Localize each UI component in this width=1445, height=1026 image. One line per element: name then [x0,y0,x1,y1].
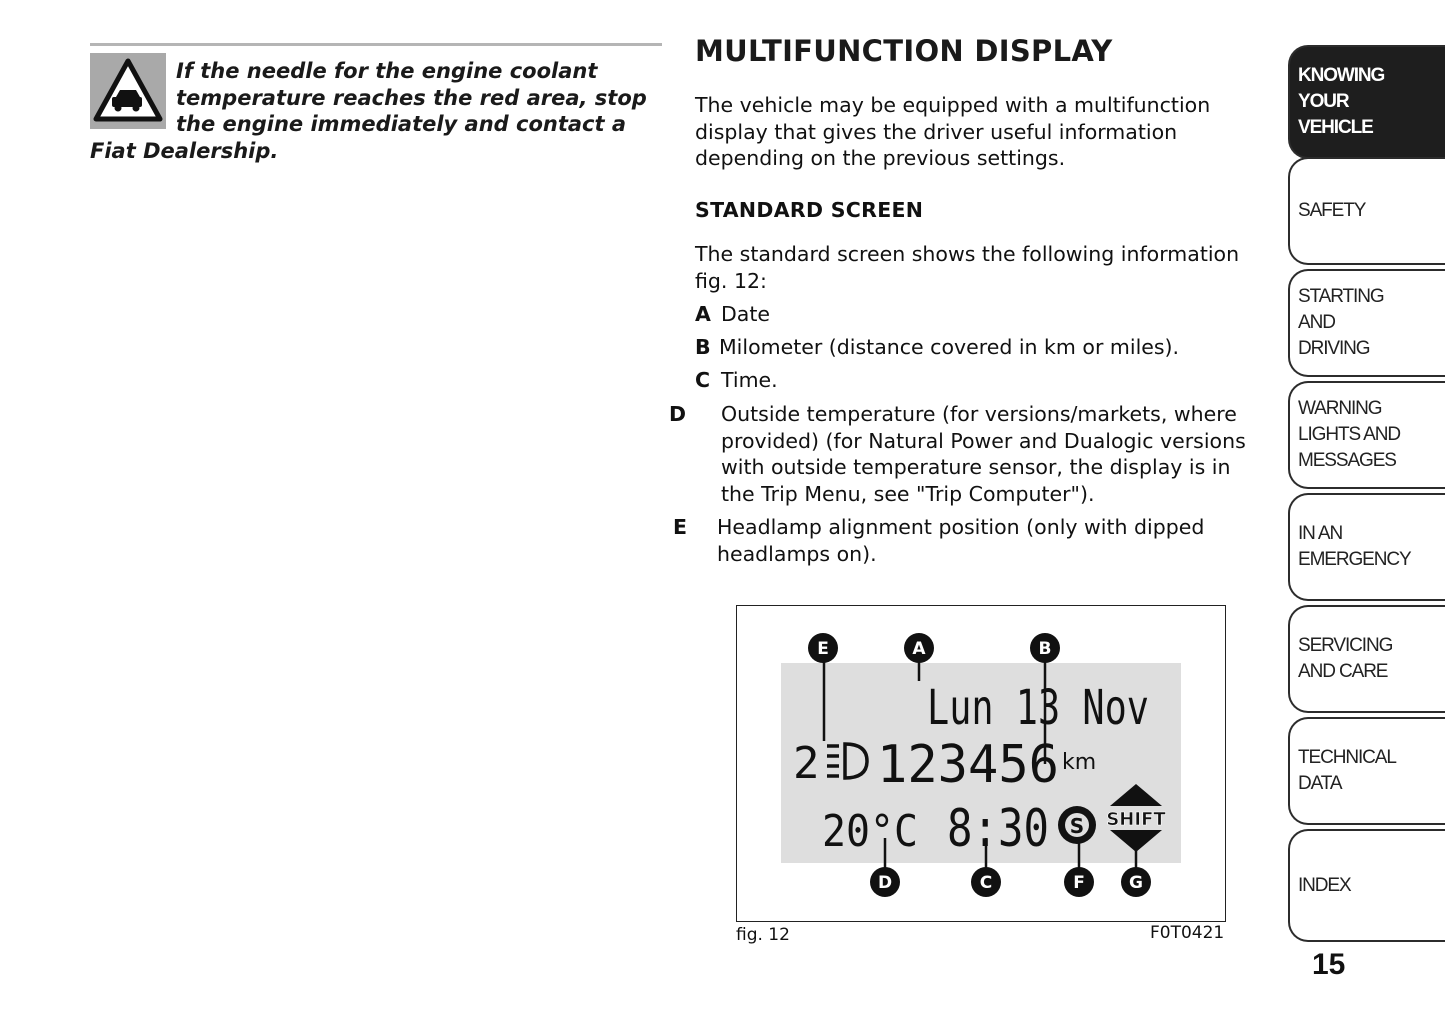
svg-text:F: F [1073,873,1085,893]
svg-text:E: E [817,639,829,659]
callout-e [808,633,838,663]
svg-text:G: G [1129,873,1143,893]
subsection-lead: The standard screen shows the following information fig. 12: [695,242,1240,293]
tab-servicing-and-care[interactable] [1288,605,1445,713]
lcd-headlamp-level: 2 [793,738,820,789]
tab-label: KNOWING YOUR VEHICLE [1298,65,1385,138]
list-item [695,334,1270,361]
item-letter: C [695,368,711,392]
warning-text-block [90,58,665,164]
item-text: Date [721,302,770,326]
tab-in-an-emergency[interactable] [1288,493,1445,601]
item-letter: D [669,402,687,426]
svg-text:A: A [912,639,926,659]
lcd-odometer: 123456 [877,735,1059,795]
item-text: Milometer (distance covered in km or miles). [719,335,1180,359]
section-title: MULTIFUNCTION DISPLAY [695,34,1113,68]
svg-text:D: D [877,873,893,893]
figure-code: F0T0421 [1150,923,1225,943]
warning-text: If the needle for the engine coolant temperature reaches the red area, stop the engine immediately and contact a Fiat Dealership. [90,59,647,163]
item-text: Time. [721,368,778,392]
tab-label: TECHNICAL DATA [1298,747,1396,794]
tab-label: WARNING LIGHTS AND MESSAGES [1298,398,1400,471]
tab-warning-lights[interactable] [1288,381,1445,489]
svg-text:C: C [979,873,993,893]
list-item [673,514,1270,567]
display-figure [736,605,1226,922]
callout-d [870,867,900,897]
callout-c [971,867,1001,897]
tab-index[interactable] [1288,829,1445,942]
callout-a [904,633,934,663]
item-letter: A [695,302,711,326]
list-item [669,401,1270,507]
display-illustration [737,606,1225,921]
tab-label: SERVICING AND CARE [1298,635,1393,682]
list-item [695,367,1270,394]
callout-g [1121,867,1151,897]
item-text: Headlamp alignment position (only with dipped headlamps on). [717,515,1205,566]
item-letter: B [695,335,711,359]
s-mode-label: S [1069,814,1085,838]
shift-label: SHIFT [1106,809,1166,830]
tab-knowing-your-vehicle[interactable] [1288,45,1445,159]
lcd-time: 8:30 [947,799,1049,859]
list-item [695,301,1270,328]
callout-f [1064,867,1094,897]
figure-caption: fig. 12 [736,925,790,945]
page-number: 15 [1312,948,1346,981]
tab-label: STARTING AND DRIVING [1298,286,1384,359]
section-intro: The vehicle may be equipped with a multifunction display that gives the driver useful information depending on the previous settings. [695,93,1211,170]
tab-technical-data[interactable] [1288,717,1445,825]
callout-b [1030,633,1060,663]
svg-text:B: B [1038,639,1052,659]
item-text: Outside temperature (for versions/markets, where provided) (for Natural Power and Dualogic versions with outside temperature sensor, the display is in the Trip Menu, see "Trip Computer"). [721,402,1246,506]
tab-label: IN AN EMERGENCY [1298,523,1411,570]
s-mode-icon [1058,806,1096,844]
tab-starting-and-driving[interactable] [1288,269,1445,377]
tab-label: INDEX [1298,874,1351,896]
lcd-date: Lun 13 Nov [927,680,1149,736]
subsection-title: STANDARD SCREEN [695,198,924,222]
tab-safety[interactable] [1288,157,1445,265]
lcd-unit: km [1062,750,1097,775]
warning-rule [90,43,662,46]
tab-label: SAFETY [1298,200,1366,221]
lcd-temperature: 20°C [822,806,918,857]
item-letter: E [673,515,688,539]
